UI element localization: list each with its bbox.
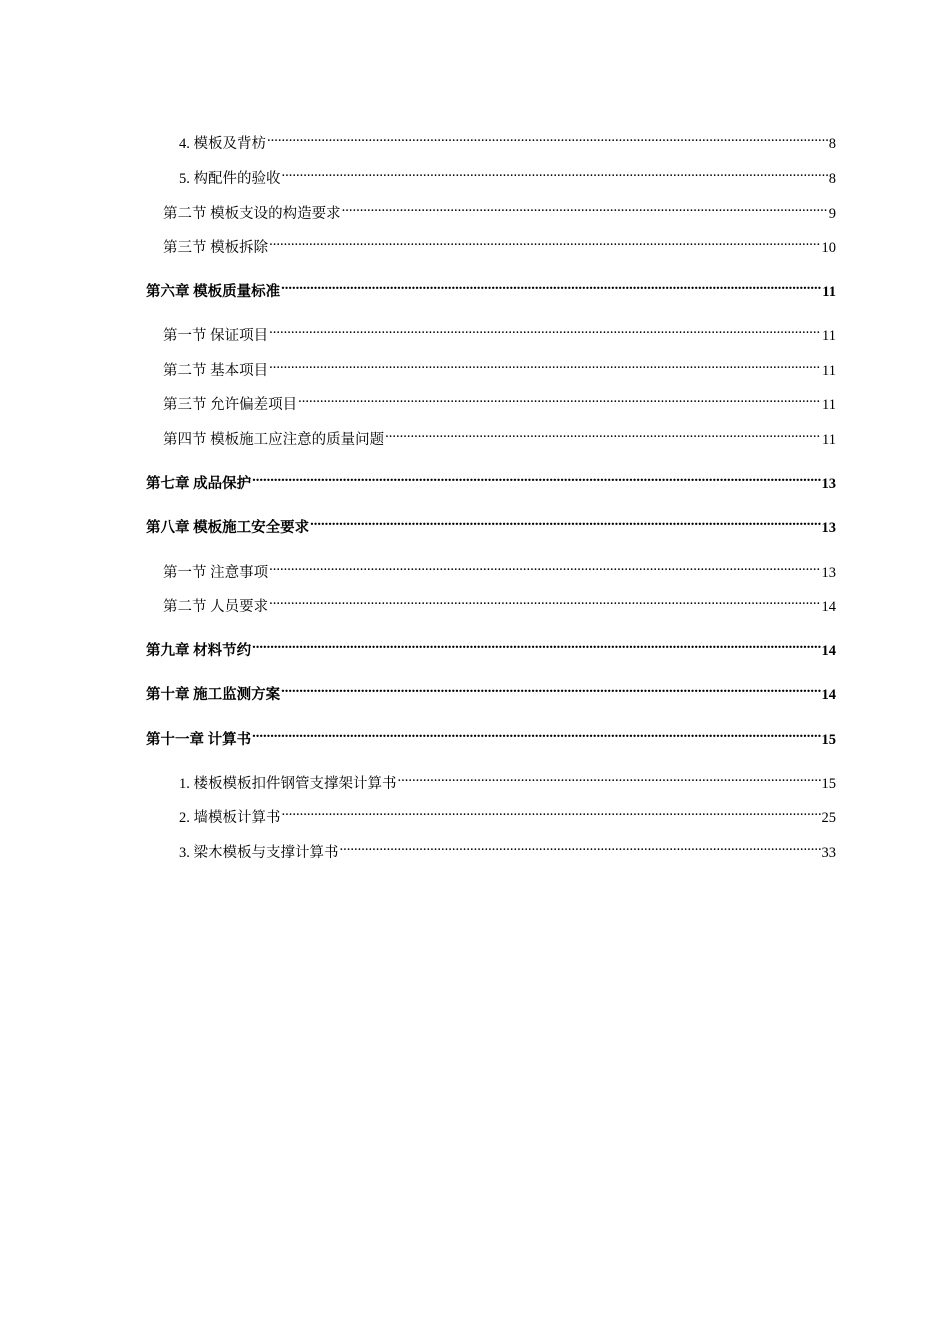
toc-entry-label: 第一节 保证项目 [163, 328, 269, 344]
toc-entry-label: 第十一章 计算书 [146, 732, 252, 748]
toc-dot-leader [298, 387, 821, 409]
toc-entry[interactable] [146, 722, 836, 748]
toc-entry[interactable] [146, 510, 836, 536]
toc-entry[interactable] [163, 589, 836, 615]
toc-entry[interactable] [146, 677, 836, 703]
toc-page-number: 25 [821, 810, 836, 826]
toc-entry[interactable] [163, 555, 836, 581]
toc-dot-leader [252, 633, 820, 655]
toc-entry[interactable] [163, 196, 836, 222]
toc-entry-label: 第九章 材料节约 [146, 643, 252, 659]
toc-entry[interactable] [163, 353, 836, 379]
toc-entry[interactable] [146, 274, 836, 300]
toc-entry[interactable] [163, 422, 836, 448]
toc-dot-leader [398, 766, 821, 788]
toc-dot-leader [385, 422, 821, 444]
toc-entry-label: 第十章 施工监测方案 [146, 687, 281, 703]
toc-entry-label: 第六章 模板质量标准 [146, 284, 281, 300]
toc-entry[interactable] [163, 230, 836, 256]
toc-entry-label: 4. 模板及背枋 [179, 136, 266, 152]
toc-dot-leader [252, 722, 820, 744]
toc-page-number: 10 [821, 240, 836, 256]
toc-page-number: 11 [822, 284, 836, 300]
toc-dot-leader [269, 318, 821, 340]
toc-entry-label: 第二节 人员要求 [163, 599, 269, 615]
toc-page-number: 11 [822, 432, 836, 448]
toc-entry[interactable] [146, 466, 836, 492]
toc-page-number: 11 [822, 328, 836, 344]
toc-entry-label: 2. 墙模板计算书 [179, 810, 281, 826]
toc-dot-leader [340, 835, 821, 857]
toc-page-number: 14 [821, 599, 836, 615]
toc-dot-leader [269, 589, 820, 611]
toc-dot-leader [281, 677, 820, 699]
toc-page-number: 9 [828, 206, 836, 222]
toc-entry[interactable] [163, 318, 836, 344]
toc-dot-leader [267, 126, 828, 148]
toc-entry-label: 第八章 模板施工安全要求 [146, 520, 310, 536]
toc-dot-leader [269, 353, 821, 375]
toc-entry[interactable] [163, 387, 836, 413]
toc-dot-leader [281, 274, 821, 296]
toc-entry-label: 第三节 模板拆除 [163, 240, 269, 256]
toc-page-number: 13 [821, 520, 836, 536]
toc-entry-label: 第四节 模板施工应注意的质量问题 [163, 432, 385, 448]
toc-page-number: 11 [822, 363, 836, 379]
toc-page-number: 8 [828, 171, 836, 187]
toc-entry-label: 第三节 允许偏差项目 [163, 397, 298, 413]
toc-page-number: 13 [821, 476, 836, 492]
toc-dot-leader [282, 800, 821, 822]
toc-page-number: 11 [822, 397, 836, 413]
toc-page-number: 15 [821, 732, 836, 748]
toc-entry-label: 第一节 注意事项 [163, 565, 269, 581]
toc-entry[interactable] [179, 161, 836, 187]
toc-dot-leader [342, 196, 828, 218]
toc-entry[interactable] [179, 800, 836, 826]
toc-entry[interactable] [179, 126, 836, 152]
toc-dot-leader [282, 161, 828, 183]
toc-entry[interactable] [179, 766, 836, 792]
toc-dot-leader [269, 230, 820, 252]
toc-dot-leader [252, 466, 820, 488]
toc-page-number: 14 [821, 643, 836, 659]
toc-entry-label: 第二节 基本项目 [163, 363, 269, 379]
toc-page-number: 13 [821, 565, 836, 581]
toc-entry[interactable] [179, 835, 836, 861]
toc-entry-label: 第七章 成品保护 [146, 476, 252, 492]
toc-page-number: 14 [821, 687, 836, 703]
toc-page-number: 8 [828, 136, 836, 152]
toc-dot-leader [310, 510, 820, 532]
toc-entry[interactable] [146, 633, 836, 659]
toc-entry-label: 第二节 模板支设的构造要求 [163, 206, 341, 222]
toc-entry-label: 3. 梁木模板与支撑计算书 [179, 845, 339, 861]
toc-page-number: 33 [821, 845, 836, 861]
toc-entry-label: 1. 楼板模板扣件钢管支撑架计算书 [179, 776, 397, 792]
toc-dot-leader [269, 555, 820, 577]
toc-page-number: 15 [821, 776, 836, 792]
toc-entry-label: 5. 构配件的验收 [179, 171, 281, 187]
